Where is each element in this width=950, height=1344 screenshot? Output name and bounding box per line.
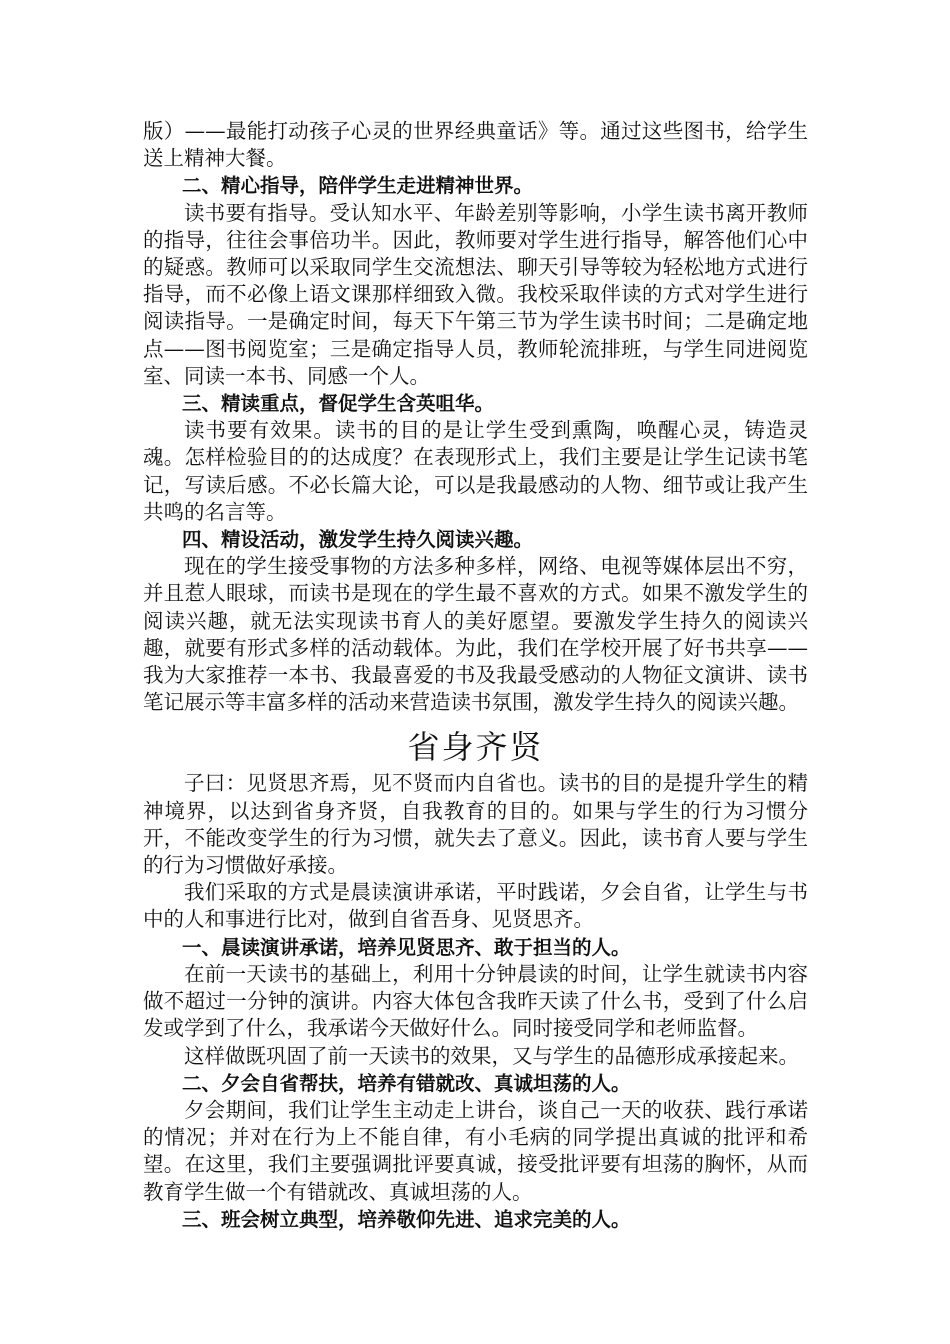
paragraph: 在前一天读书的基础上，利用十分钟晨读的时间，让学生就读书内容做不超过一分钟的演讲。内容大体包含我昨天读了什么书，受到了什么启发或学到了什么，我承诺今天做好什么。同时接受同学和老师监督。 <box>143 961 808 1041</box>
paragraph: 读书要有指导。受认知水平、年龄差别等影响，小学生读书离开教师的指导，往往会事倍功半。因此，教师要对学生进行指导，解答他们心中的疑惑。教师可以采取同学生交流想法、聊天引导等较为轻松地方式进行指导，而不必像上语文课那样细致入微。我校采取伴读的方式对学生进行阅读指导。一是确定时间，每天下午第三节为学生读书时间；二是确定地点——图书阅览室；三是确定指导人员，教师轮流排班，与学生同进阅览室、同读一本书、同感一个人。 <box>143 200 808 388</box>
section-heading: 二、精心指导，陪伴学生走进精神世界。 <box>182 174 534 198</box>
paragraph: 版）——最能打动孩子心灵的世界经典童话》等。通过这些图书，给学生送上精神大餐。 <box>143 119 808 171</box>
document-page <box>143 118 808 1233</box>
section-heading: 三、班会树立典型，培养敬仰先进、追求完美的人。 <box>182 1207 631 1231</box>
section-heading: 三、精读重点，督促学生含英咀华。 <box>182 392 495 416</box>
section-heading: 一、晨读演讲承诺，培养见贤思齐、敢于担当的人。 <box>182 935 631 959</box>
paragraph: 子曰：见贤思齐焉，见不贤而内自省也。读书的目的是提升学生的精神境界，以达到省身齐贤，自我教育的目的。如果与学生的行为习惯分开，不能改变学生的行为习惯，就失去了意义。因此，读书育人要与学生的行为习惯做好承接。 <box>143 771 808 878</box>
paragraph: 现在的学生接受事物的方法多种多样，网络、电视等媒体层出不穷，并且惹人眼球，而读书是现在的学生最不喜欢的方式。如果不激发学生的阅读兴趣，就无法实现读书育人的美好愿望。要激发学生持久的阅读兴趣，就要有形式多样的活动载体。为此，我们在学校开展了好书共享——我为大家推荐一本书、我最喜爱的书及我最受感动的人物征文演讲、读书笔记展示等丰富多样的活动来营造读书氛围，激发学生持久的阅读兴趣。 <box>143 554 808 715</box>
paragraph: 读书要有效果。读书的目的是让学生受到熏陶，唤醒心灵，铸造灵魂。怎样检验目的的达成度？在表现形式上，我们主要是让学生记读书笔记，写读后感。不必长篇大论，可以是我最感动的人物、细节或让我产生共鸣的名言等。 <box>143 418 808 524</box>
paragraph: 这样做既巩固了前一天读书的效果，又与学生的品德形成承接起来。 <box>184 1043 799 1068</box>
section-heading: 二、夕会自省帮扶，培养有错就改、真诚坦荡的人。 <box>182 1071 631 1095</box>
chapter-title: 省身齐贤 <box>407 728 544 767</box>
section-heading: 四、精设活动，激发学生持久阅读兴趣。 <box>182 528 534 552</box>
paragraph: 夕会期间，我们让学生主动走上讲台，谈自己一天的收获、践行承诺的情况；并对在行为上不能自律，有小毛病的同学提出真诚的批评和希望。在这里，我们主要强调批评要真诚，接受批评要有坦荡的胸怀，从而教育学生做一个有错就改、真诚坦荡的人。 <box>143 1097 808 1204</box>
paragraph: 我们采取的方式是晨读演讲承诺，平时践诺，夕会自省，让学生与书中的人和事进行比对，做到自省吾身、见贤思齐。 <box>143 880 808 932</box>
